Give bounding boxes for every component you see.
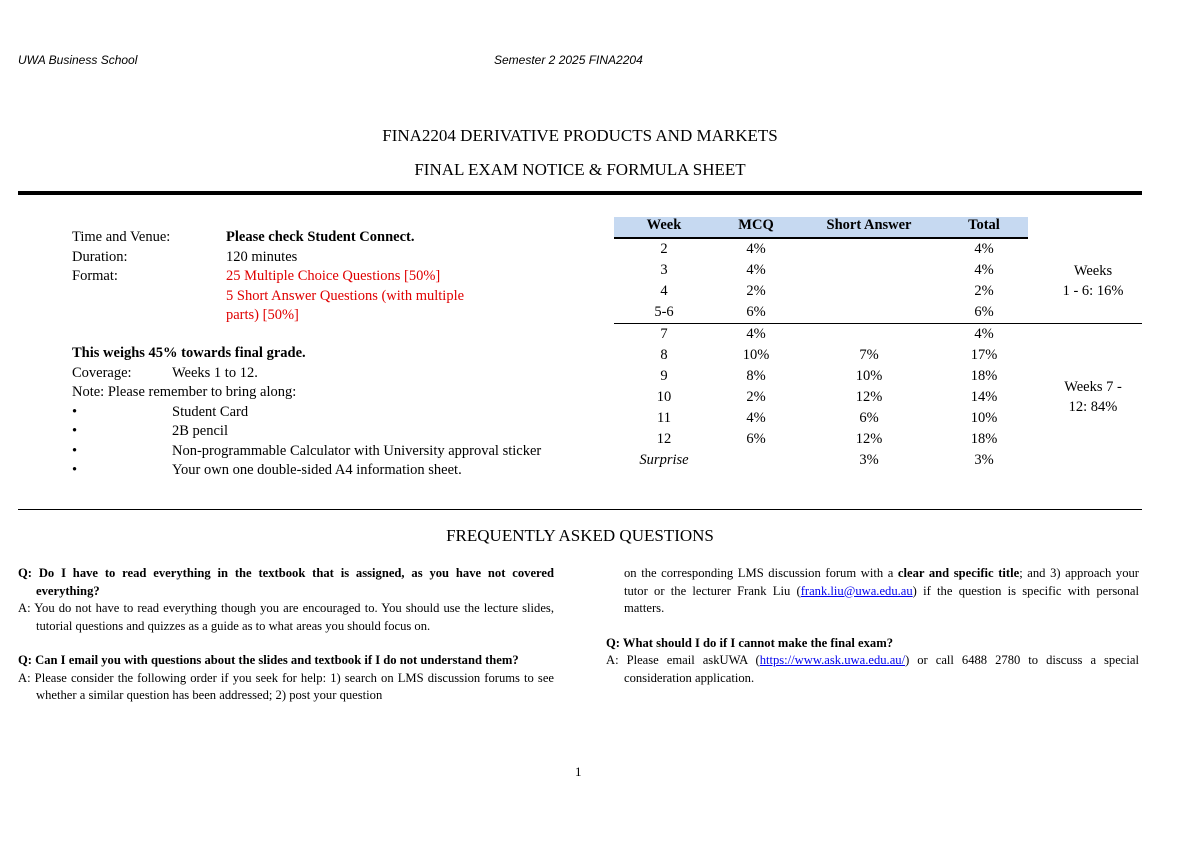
table-row xyxy=(614,387,1028,408)
table-cell-week: 11 xyxy=(657,410,671,426)
faq-column-left xyxy=(18,565,554,705)
table-cell-week: 4 xyxy=(660,283,668,299)
group-weeks-1-6-line2: 1 - 6: 16% xyxy=(1062,283,1124,299)
bring-item-label: Student Card xyxy=(172,403,249,420)
table-row xyxy=(614,302,1028,323)
table-cell-total: 17% xyxy=(970,347,998,363)
bullet-icon: • xyxy=(72,442,78,459)
table-cell-mcq: 2% xyxy=(746,389,766,405)
table-cell-total: 6% xyxy=(974,304,994,320)
table-cell-week: 9 xyxy=(660,368,668,384)
table-cell-week: 3 xyxy=(660,262,668,278)
page-number: 1 xyxy=(575,764,582,779)
format-label: Format: xyxy=(72,268,118,284)
bring-note: Note: Please remember to bring along: xyxy=(72,384,297,400)
table-cell-total: 3% xyxy=(974,452,994,468)
faq-answer: A: Please consider the following order if you seek for help: 1) search on LMS discussion forums to see whether a similar question has been addressed; 2) post your question xyxy=(18,670,554,702)
table-cell-mcq: 4% xyxy=(746,262,766,278)
group-weeks-7-12-line2: 12: 84% xyxy=(1068,399,1118,415)
duration-value: 120 minutes xyxy=(226,248,298,265)
format-short-answer-cont: parts) [50%] xyxy=(226,307,299,323)
table-cell-week: 12 xyxy=(656,431,672,447)
bring-item-label: 2B pencil xyxy=(172,423,228,439)
header-mcq: MCQ xyxy=(738,217,774,233)
table-group-divider xyxy=(614,323,1142,324)
group-weeks-1-6-line1: Weeks xyxy=(1073,263,1113,279)
table-cell-sa: 6% xyxy=(859,410,879,426)
table-row xyxy=(614,345,1028,366)
table-row xyxy=(614,450,1028,471)
table-header xyxy=(614,217,1028,239)
table-cell-mcq: 2% xyxy=(746,283,766,299)
faq-title: FREQUENTLY ASKED QUESTIONS xyxy=(446,526,714,545)
group-weeks-7-12 xyxy=(1040,377,1146,417)
header-school: UWA Business School xyxy=(18,53,138,67)
table-cell-sa: 10% xyxy=(855,368,883,384)
bring-item-label: Your own one double-sided A4 information sheet. xyxy=(172,462,462,478)
table-cell-mcq: 10% xyxy=(742,347,770,363)
header-week: Week xyxy=(646,217,682,233)
table-cell-mcq: 4% xyxy=(746,241,766,257)
table-cell-total: 10% xyxy=(970,410,998,426)
table-cell-mcq: 6% xyxy=(746,304,766,320)
faq-question: Q: Can I email you with questions about the slides and textbook if I do not understand them? xyxy=(18,653,519,667)
faq-column-right xyxy=(606,565,1139,687)
table-cell-sa: 3% xyxy=(859,452,879,468)
document-title: FINA2204 DERIVATIVE PRODUCTS AND MARKETS xyxy=(382,126,778,145)
table-row xyxy=(614,239,1028,260)
faq-answer: A: You do not have to read everything though you are encouraged to. You should use the lecture slides, tutorial questions and quizzes as a guide as to what areas you should focus on. xyxy=(18,601,554,633)
table-cell-week: Surprise xyxy=(639,452,689,468)
faq-answer-continued: on the corresponding LMS discussion forum with a clear and specific title; and 3) approach your tutor or the lecturer Frank Liu (frank.liu@uwa.edu.au) if the question is specific with personal matters. xyxy=(624,566,1139,615)
table-row xyxy=(614,260,1028,281)
table-cell-total: 18% xyxy=(970,368,998,384)
duration-label: Duration: xyxy=(72,248,128,265)
coverage-value: Weeks 1 to 12. xyxy=(172,364,258,381)
table-cell-sa: 12% xyxy=(855,389,883,405)
faq-question: Q: What should I do if I cannot make the final exam? xyxy=(606,635,894,650)
weight-note: This weighs 45% towards final grade. xyxy=(72,345,306,361)
table-body xyxy=(614,239,1028,471)
faq-question: Q: Do I have to read everything in the textbook that is assigned, as you have not covered everything? xyxy=(18,566,554,598)
lecturer-email-link[interactable]: frank.liu@uwa.edu.au xyxy=(800,583,913,598)
table-cell-total: 2% xyxy=(974,283,994,299)
table-cell-week: 7 xyxy=(660,326,668,342)
table-cell-total: 4% xyxy=(974,262,994,278)
table-cell-total: 4% xyxy=(974,326,994,342)
section-divider xyxy=(18,509,1142,510)
weighting-table xyxy=(614,217,1028,471)
group-weeks-7-12-line1: Weeks 7 - xyxy=(1064,379,1122,395)
bring-item-label: Non-programmable Calculator with University approval sticker xyxy=(172,442,542,459)
table-cell-mcq: 8% xyxy=(746,368,766,384)
table-cell-sa: 12% xyxy=(855,431,883,447)
header-total: Total xyxy=(968,217,1000,233)
header-semester: Semester 2 2025 FINA2204 xyxy=(494,53,643,67)
table-cell-mcq: 4% xyxy=(746,326,766,342)
table-cell-week: 5-6 xyxy=(654,304,674,320)
table-cell-week: 8 xyxy=(660,347,668,363)
group-weeks-1-6 xyxy=(1040,261,1146,301)
table-cell-total: 4% xyxy=(974,241,994,257)
document-subtitle: FINAL EXAM NOTICE & FORMULA SHEET xyxy=(414,160,746,179)
askuwa-link[interactable]: https://www.ask.uwa.edu.au/ xyxy=(759,653,906,667)
faq-answer: A: Please email askUWA (https://www.ask.uwa.edu.au/) or call 6488 2780 to discuss a special consideration application. xyxy=(606,653,1139,685)
time-venue-value: Please check Student Connect. xyxy=(226,229,415,245)
table-cell-total: 18% xyxy=(970,431,998,447)
header-short-answer: Short Answer xyxy=(826,217,912,233)
table-row xyxy=(614,429,1028,450)
table-row xyxy=(614,366,1028,387)
bullet-icon: • xyxy=(72,423,78,439)
table-row xyxy=(614,408,1028,429)
format-mcq: 25 Multiple Choice Questions [50%] xyxy=(226,268,441,284)
time-venue-label: Time and Venue: xyxy=(72,229,171,245)
table-cell-total: 14% xyxy=(970,389,998,405)
table-cell-week: 2 xyxy=(660,241,668,257)
table-row xyxy=(614,324,1028,345)
table-row xyxy=(614,281,1028,302)
table-cell-sa: 7% xyxy=(859,347,879,363)
bullet-icon: • xyxy=(72,462,78,478)
table-cell-mcq: 6% xyxy=(746,431,766,447)
coverage-label: Coverage: xyxy=(72,364,132,381)
table-cell-mcq: 4% xyxy=(746,410,766,426)
table-cell-week: 10 xyxy=(656,389,672,405)
title-divider xyxy=(18,191,1142,195)
format-short-answer: 5 Short Answer Questions (with multiple xyxy=(226,287,465,304)
bullet-icon: • xyxy=(72,403,78,420)
